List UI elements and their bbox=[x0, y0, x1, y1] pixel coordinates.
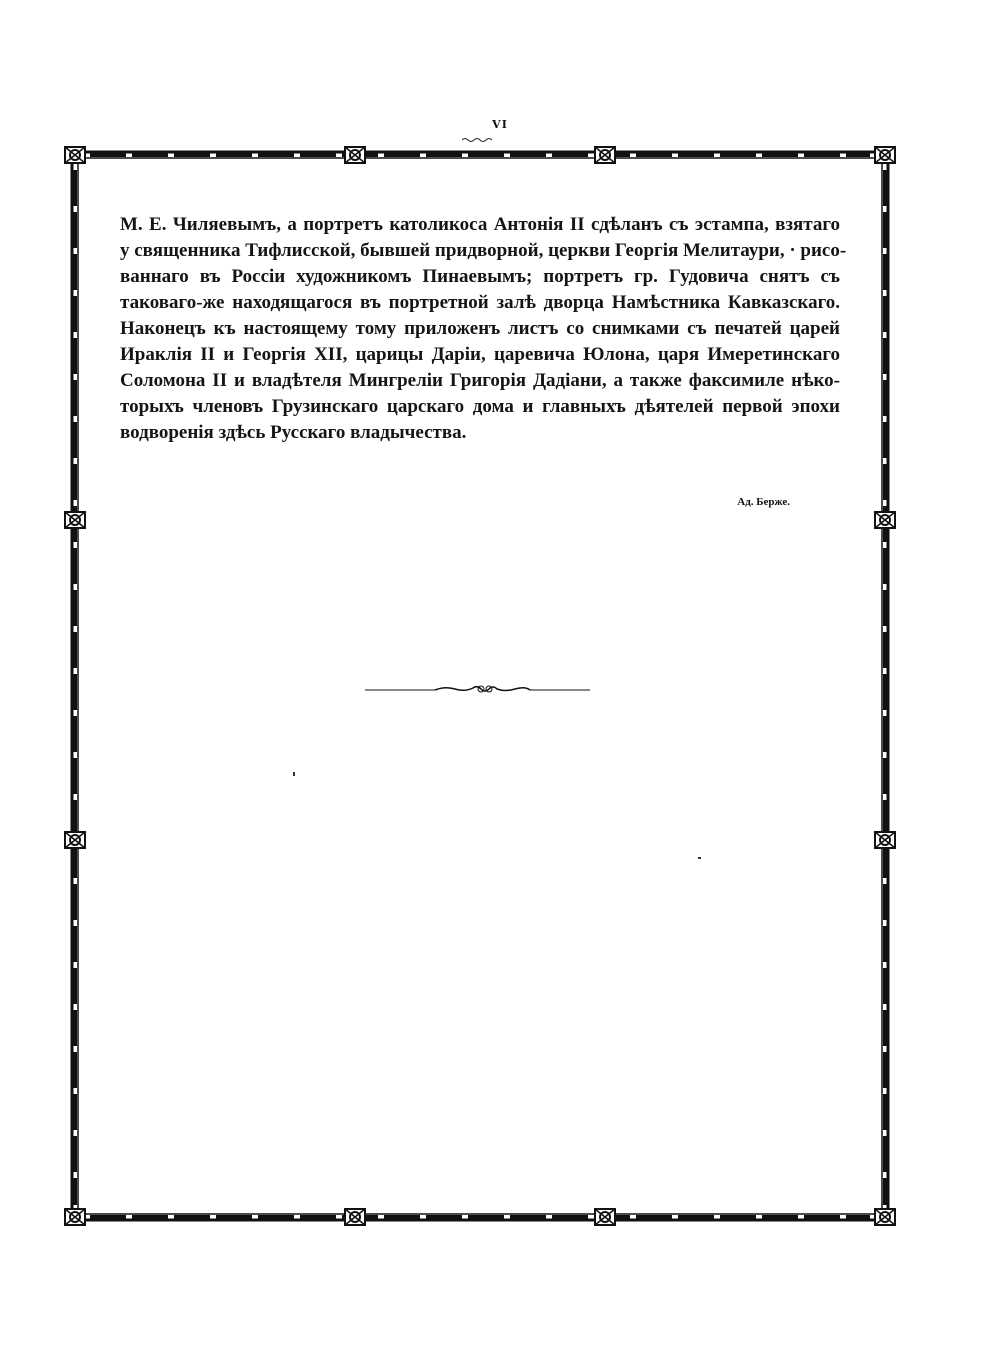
corner-ornament-bottom-right bbox=[875, 1209, 895, 1225]
text-line: Соломона II и владѣтеля Мингреліи Григорія Дадіани, а также факсимиле нѣко- bbox=[120, 370, 840, 391]
text-line: Ираклія II и Георгія XII, царицы Даріи, царевича Юлона, царя Имеретинскаго bbox=[120, 344, 840, 365]
ornament-left-1 bbox=[65, 512, 85, 528]
body-text bbox=[120, 212, 847, 446]
ornament-left-2 bbox=[65, 832, 85, 848]
ornament-right-2 bbox=[875, 832, 895, 848]
ornament-bottom-1 bbox=[345, 1209, 365, 1225]
text-line: таковаго-же находящагося въ портретной залѣ дворца Намѣстника Кавказскаго. bbox=[120, 292, 840, 313]
text-line: у священника Тифлисской, бывшей придворной, церкви Георгія Мелитаури, · рисо- bbox=[120, 240, 847, 261]
text-line: торыхъ членовъ Грузинскаго царскаго дома и главныхъ дѣятелей первой эпохи bbox=[120, 396, 840, 417]
text-line: Наконецъ къ настоящему тому приложенъ листъ со снимками съ печатей царей bbox=[120, 318, 840, 339]
ornament-right-1 bbox=[875, 512, 895, 528]
ink-speck bbox=[293, 772, 295, 776]
corner-ornament-top-right bbox=[875, 147, 895, 163]
ornament-top-1 bbox=[345, 147, 365, 163]
author-signature: Ад. Берже. bbox=[737, 496, 790, 508]
ornament-bottom-2 bbox=[595, 1209, 615, 1225]
text-line: ваннаго въ Россіи художникомъ Пинаевымъ; портретъ гр. Гудовича снятъ съ bbox=[120, 266, 840, 287]
ornamental-divider bbox=[365, 680, 590, 700]
text-line: водворенія здѣсь Русскаго владычества. bbox=[120, 422, 467, 443]
ink-speck bbox=[698, 857, 701, 859]
ornament-top-2 bbox=[595, 147, 615, 163]
corner-ornament-bottom-left bbox=[65, 1209, 85, 1225]
text-line: М. Е. Чиляевымъ, а портретъ католикоса Антонія II сдѣланъ съ эстампа, взятаго bbox=[120, 214, 840, 235]
page-number: VI bbox=[492, 118, 508, 131]
corner-ornament-top-left bbox=[65, 147, 85, 163]
